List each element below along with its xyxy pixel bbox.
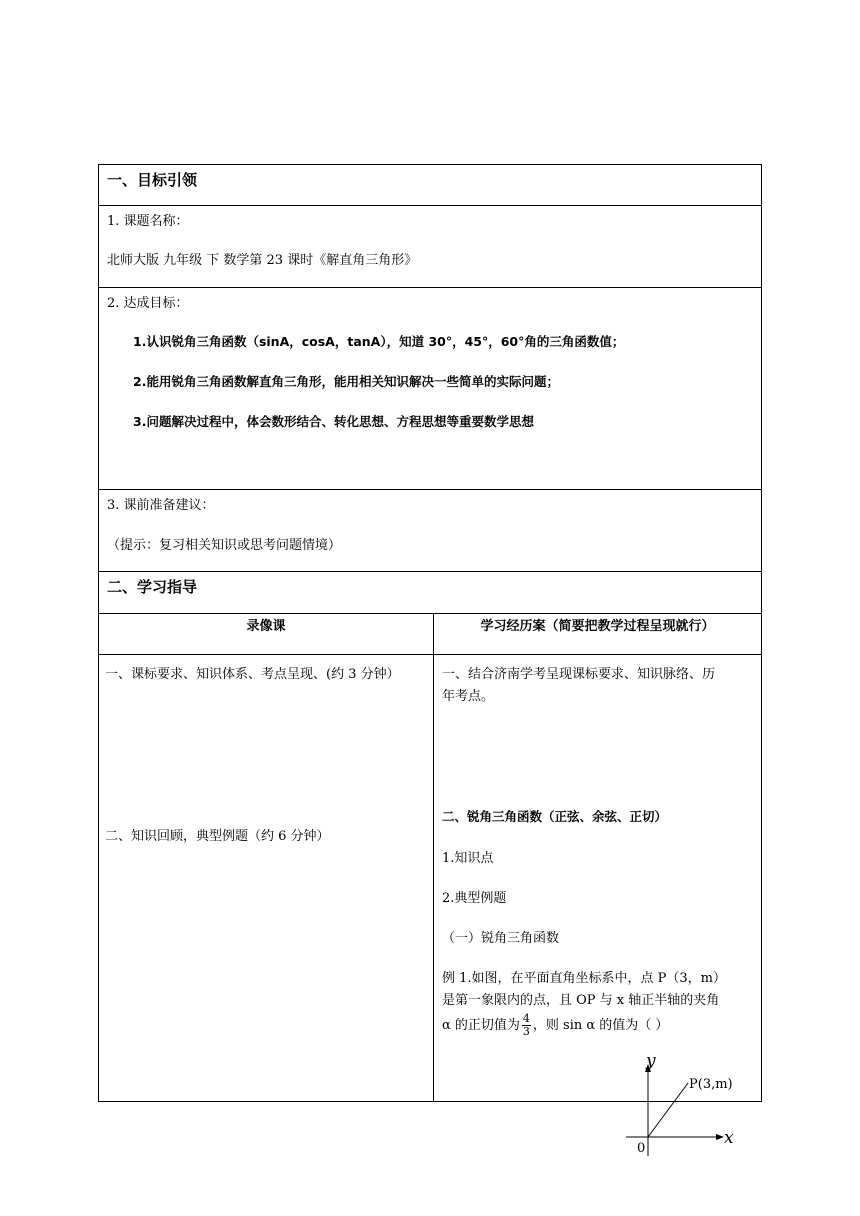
y-axis-label: y [646, 1051, 656, 1071]
column-header-video-lesson: 录像课 [99, 614, 434, 654]
example-text-line: 是第一象限内的点，且 OP 与 x 轴正半轴的夹角 [442, 993, 720, 1008]
column-header-learning-record: 学习经历案（简要把教学过程呈现就行） [480, 619, 715, 634]
section1-heading: 一、目标引领 [107, 171, 198, 189]
course-title-label: 1. 课题名称： [107, 214, 189, 229]
goal-item: 2.能用锐角三角函数解直角三角形，能用相关知识解决一些简单的实际问题； [133, 374, 559, 389]
point-p-label: P(3,m) [689, 1077, 733, 1092]
x-axis-label: x [724, 1128, 734, 1148]
goal-item: 1.认识锐角三角函数（sinA，cosA，tanA），知道 30°，45°，60°角的三角函数值； [133, 334, 625, 349]
x-axis-arrow [716, 1134, 724, 1140]
video-segment-2: 二、知识回顾，典型例题（约 6 分钟） [105, 829, 330, 844]
curriculum-text-line: 一、结合济南学考呈现课标要求、知识脉络、历 [442, 667, 716, 682]
preparation-label: 3. 课前准备建议： [107, 498, 215, 513]
segment-op [648, 1083, 688, 1137]
video-segment-1: 一、课标要求、知识体系、考点呈现、(约 3 分钟） [105, 667, 400, 682]
origin-label: 0 [637, 1141, 646, 1156]
acute-trig-subheading: （一）锐角三角函数 [442, 931, 560, 946]
goal-item: 3.问题解决过程中，体会数形结合、转化思想、方程思想等重要数学思想 [133, 414, 534, 429]
curriculum-text-line: 年考点。 [442, 689, 495, 704]
typical-examples-item: 2.典型例题 [442, 891, 507, 906]
example-text-pre: α 的正切值为 [442, 1018, 520, 1033]
course-title-value: 北师大版 九年级 下 数学第 23 课时《解直角三角形》 [107, 253, 418, 268]
fraction-denominator: 3 [522, 1025, 530, 1038]
example-text-post: ，则 sin α 的值为（ ） [532, 1018, 669, 1033]
fraction-numerator: 4 [522, 1012, 530, 1025]
knowledge-points-item: 1.知识点 [442, 851, 494, 866]
preparation-hint: （提示：复习相关知识或思考问题情境） [107, 538, 342, 553]
example-text-line: 例 1.如图，在平面直角坐标系中，点 P（3，m） [442, 971, 727, 986]
section2-heading: 二、学习指导 [107, 578, 198, 596]
trig-functions-heading: 二、锐角三角函数（正弦、余弦、正切） [442, 809, 668, 824]
goals-label: 2. 达成目标： [107, 296, 189, 311]
